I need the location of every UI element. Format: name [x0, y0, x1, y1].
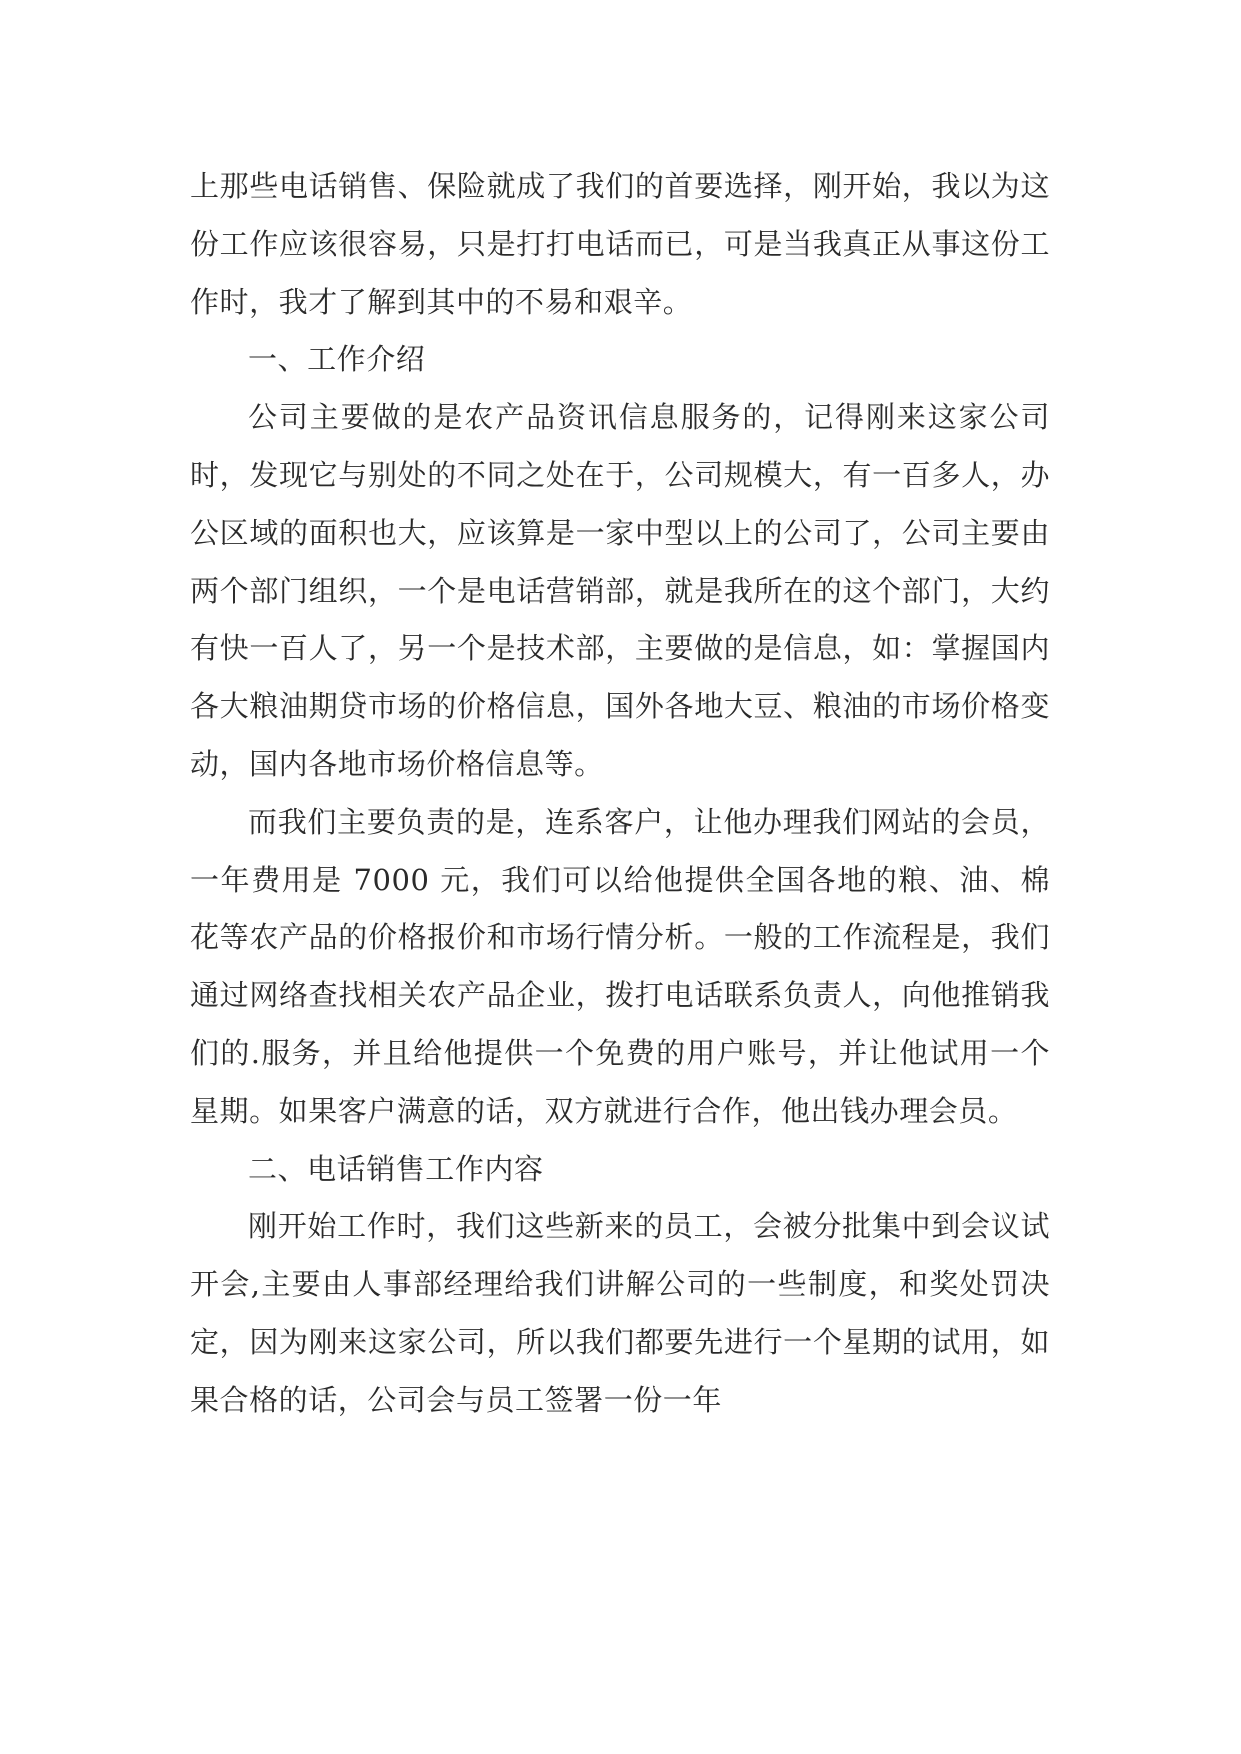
paragraph-responsibilities: 而我们主要负责的是，连系客户，让他办理我们网站的会员，一年费用是 7000 元，我们可以给他提供全国各地的粮、油、棉花等农产品的价格报价和市场行情分析。一般的工作流程是，我们通过网络查找相关农产品企业，拨打电话联系负责人，向他推销我们的.服务，并且给他提供一个免费的用户账号，并让他试用一个星期。如果客户满意的话，双方就进行合作，他出钱办理会员。: [190, 804, 1050, 1128]
section-heading-work-introduction: 一、工作介绍: [248, 342, 426, 377]
document-body: [190, 158, 1050, 1430]
paragraph-intro-continuation: 上那些电话销售、保险就成了我们的首要选择，刚开始，我以为这份工作应该很容易，只是打打电话而已，可是当我真正从事这份工作时，我才了解到其中的不易和艰辛。: [190, 169, 1050, 319]
paragraph-company-overview: 公司主要做的是农产品资讯信息服务的，记得刚来这家公司时，发现它与别处的不同之处在于，公司规模大，有一百多人，办公区域的面积也大，应该算是一家中型以上的公司了，公司主要由两个部门组织，一个是电话营销部，就是我所在的这个部门，大约有快一百人了，另一个是技术部，主要做的是信息，如：掌握国内各大粮油期贷市场的价格信息，国外各地大豆、粮油的市场价格变动，国内各地市场价格信息等。: [190, 400, 1050, 781]
paragraph-onboarding: 刚开始工作时，我们这些新来的员工，会被分批集中到会议试开会,主要由人事部经理给我们讲解公司的一些制度，和奖处罚决定，因为刚来这家公司，所以我们都要先进行一个星期的试用，如果合格的话，公司会与员工签署一份一年: [190, 1209, 1050, 1417]
section-heading-sales-work-content: 二、电话销售工作内容: [248, 1151, 544, 1186]
